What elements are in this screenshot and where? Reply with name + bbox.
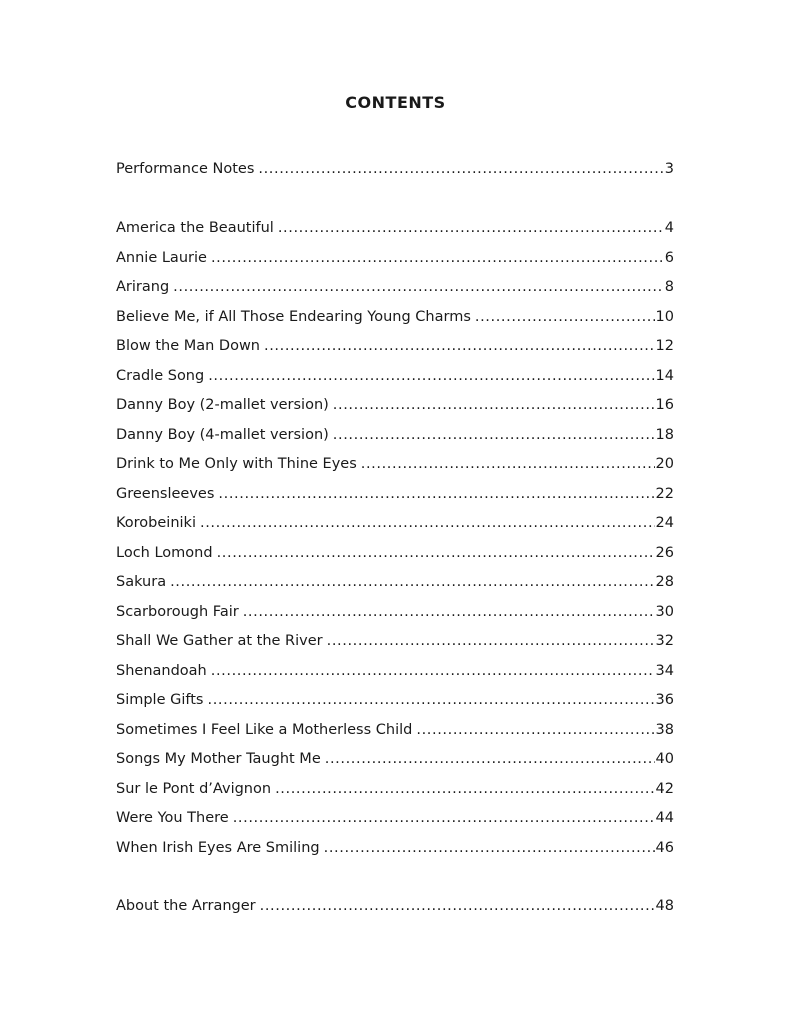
toc-entry-title: Sur le Pont d’Avignon (116, 780, 275, 798)
toc-entry (116, 897, 674, 927)
toc-entry (116, 809, 674, 839)
dot-leader (173, 278, 664, 296)
toc-entry-title: Blow the Man Down (116, 337, 264, 355)
toc-entry-title: Annie Laurie (116, 249, 211, 267)
dot-leader (278, 219, 664, 237)
toc-entry-page: 32 (655, 633, 674, 649)
toc-entry-page: 48 (655, 898, 674, 914)
toc-entry (116, 308, 674, 338)
toc-front-matter (116, 160, 674, 190)
toc-entry (116, 426, 674, 456)
toc-entry-page: 36 (655, 692, 674, 708)
toc-entry-title: Shenandoah (116, 662, 211, 680)
toc-entry-page: 46 (655, 839, 674, 856)
toc-entry (116, 721, 674, 751)
dot-leader (264, 337, 655, 355)
toc-entry-title: Sakura (116, 573, 170, 591)
toc-entry-page: 6 (664, 249, 674, 266)
toc-entry-title: Danny Boy (2-mallet version) (116, 396, 333, 414)
toc-entry (116, 632, 674, 662)
toc-entry (116, 544, 674, 574)
toc-entry-page: 22 (655, 485, 674, 502)
dot-leader (243, 603, 655, 621)
toc-entry (116, 691, 674, 721)
toc-entry (116, 160, 674, 190)
toc-entry-title: Drink to Me Only with Thine Eyes (116, 455, 361, 473)
toc-entry (116, 367, 674, 397)
dot-leader (233, 809, 655, 827)
toc-entry (116, 337, 674, 367)
toc-entry (116, 514, 674, 544)
toc-entry-page: 8 (664, 279, 674, 295)
dot-leader (200, 514, 655, 532)
toc-entry-title: America the Beautiful (116, 219, 278, 237)
toc-entry-page: 10 (655, 308, 674, 325)
dot-leader (211, 662, 655, 680)
toc-entry (116, 485, 674, 515)
toc-entry (116, 573, 674, 603)
dot-leader (275, 780, 654, 798)
toc-entry-page: 4 (664, 220, 674, 236)
dot-leader (475, 308, 655, 326)
toc-entry-title: About the Arranger (116, 897, 260, 915)
toc-entry-title: Arirang (116, 278, 173, 296)
toc-entry-page: 24 (655, 515, 674, 531)
toc-entry (116, 750, 674, 780)
toc-entry-title: Performance Notes (116, 160, 258, 178)
toc-entry (116, 249, 674, 279)
toc-entry-page: 30 (655, 603, 674, 620)
dot-leader (327, 632, 655, 650)
toc-entry-title: Believe Me, if All Those Endearing Young Charms (116, 308, 475, 326)
dot-leader (260, 897, 655, 915)
toc-entry-title: When Irish Eyes Are Smiling (116, 839, 324, 857)
toc-entry-page: 26 (655, 544, 674, 561)
dot-leader (324, 839, 655, 857)
dot-leader (333, 396, 655, 414)
toc-entry (116, 219, 674, 249)
toc-entry-title: Cradle Song (116, 367, 208, 385)
dot-leader (361, 455, 655, 473)
toc-entry-title: Loch Lomond (116, 544, 217, 562)
toc-entry-title: Were You There (116, 809, 233, 827)
dot-leader (416, 721, 654, 739)
toc-entry (116, 603, 674, 633)
toc-entry-page: 18 (655, 426, 674, 443)
toc-entry-title: Scarborough Fair (116, 603, 243, 621)
toc-entry-page: 3 (664, 161, 674, 177)
toc-entry (116, 780, 674, 810)
toc-entry-title: Danny Boy (4-mallet version) (116, 426, 333, 444)
dot-leader (218, 485, 654, 503)
toc-entry-page: 38 (655, 721, 674, 738)
toc-entry-page: 40 (655, 751, 674, 767)
toc-back-matter (116, 897, 674, 927)
toc-entry-title: Greensleeves (116, 485, 218, 503)
toc-entry-title: Shall We Gather at the River (116, 632, 327, 650)
toc-entry-title: Sometimes I Feel Like a Motherless Child (116, 721, 416, 739)
dot-leader (211, 249, 664, 267)
toc-main-entries (116, 219, 674, 868)
dot-leader (207, 691, 654, 709)
toc-entry-page: 16 (655, 397, 674, 413)
dot-leader (208, 367, 654, 385)
dot-leader (258, 160, 663, 178)
toc-entry (116, 662, 674, 692)
toc-entry (116, 278, 674, 308)
toc-entry (116, 839, 674, 869)
toc-entry-page: 20 (655, 456, 674, 472)
dot-leader (170, 573, 654, 591)
toc-entry-page: 12 (655, 338, 674, 354)
toc-entry-page: 42 (655, 780, 674, 797)
dot-leader (217, 544, 655, 562)
toc-entry-title: Korobeiniki (116, 514, 200, 532)
dot-leader (333, 426, 655, 444)
toc-entry-page: 28 (655, 574, 674, 590)
toc-entry-title: Songs My Mother Taught Me (116, 750, 325, 768)
toc-entry-page: 44 (655, 810, 674, 826)
dot-leader (325, 750, 655, 768)
page-title: CONTENTS (345, 93, 446, 112)
toc-entry-page: 34 (655, 662, 674, 679)
toc-entry (116, 396, 674, 426)
toc-entry-page: 14 (655, 367, 674, 384)
toc-entry-title: Simple Gifts (116, 691, 207, 709)
toc-entry (116, 455, 674, 485)
